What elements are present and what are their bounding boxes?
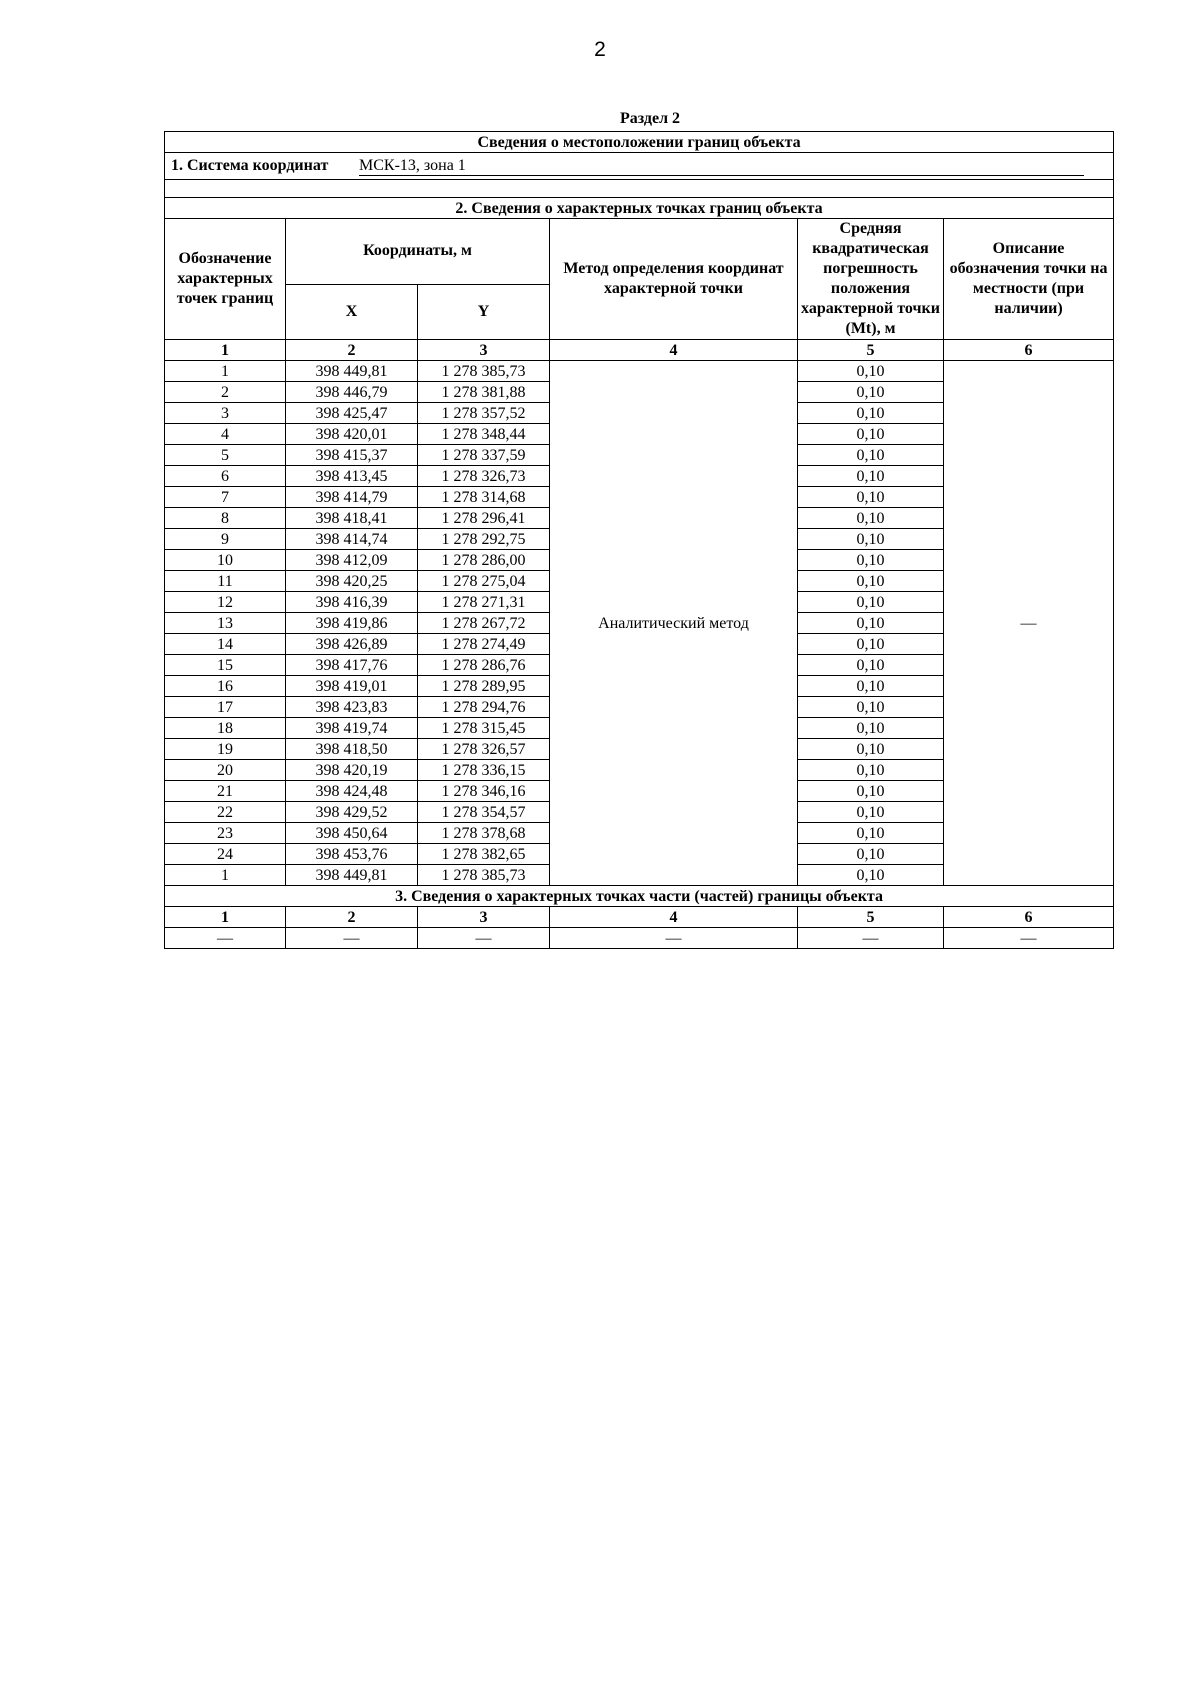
- point-y: 1 278 271,31: [418, 592, 550, 613]
- point-accuracy: 0,10: [798, 781, 944, 802]
- point-accuracy: 0,10: [798, 592, 944, 613]
- parts-column-number-1: 1: [165, 907, 286, 928]
- point-number: 6: [165, 466, 286, 487]
- point-accuracy: 0,10: [798, 802, 944, 823]
- point-y: 1 278 326,73: [418, 466, 550, 487]
- point-accuracy: 0,10: [798, 718, 944, 739]
- point-number: 2: [165, 382, 286, 403]
- point-x: 398 419,86: [286, 613, 418, 634]
- point-x: 398 420,25: [286, 571, 418, 592]
- point-accuracy: 0,10: [798, 424, 944, 445]
- point-x: 398 415,37: [286, 445, 418, 466]
- point-number: 20: [165, 760, 286, 781]
- point-y: 1 278 337,59: [418, 445, 550, 466]
- point-accuracy: 0,10: [798, 697, 944, 718]
- header-method: Метод определения координат характерной точки: [550, 219, 798, 340]
- point-accuracy: 0,10: [798, 403, 944, 424]
- point-y: 1 278 274,49: [418, 634, 550, 655]
- parts-cell: —: [418, 928, 550, 949]
- point-number: 12: [165, 592, 286, 613]
- point-number: 9: [165, 529, 286, 550]
- point-x: 398 446,79: [286, 382, 418, 403]
- point-number: 22: [165, 802, 286, 823]
- point-number: 4: [165, 424, 286, 445]
- point-number: 1: [165, 865, 286, 886]
- point-accuracy: 0,10: [798, 865, 944, 886]
- point-y: 1 278 326,57: [418, 739, 550, 760]
- point-accuracy: 0,10: [798, 445, 944, 466]
- point-x: 398 449,81: [286, 361, 418, 382]
- point-x: 398 426,89: [286, 634, 418, 655]
- point-x: 398 418,50: [286, 739, 418, 760]
- parts-column-number-4: 4: [550, 907, 798, 928]
- point-accuracy: 0,10: [798, 823, 944, 844]
- point-x: 398 420,19: [286, 760, 418, 781]
- point-x: 398 424,48: [286, 781, 418, 802]
- parts-cell: —: [798, 928, 944, 949]
- point-accuracy: 0,10: [798, 382, 944, 403]
- spacer-row: [165, 180, 1114, 198]
- point-accuracy: 0,10: [798, 844, 944, 865]
- point-x: 398 414,74: [286, 529, 418, 550]
- point-y: 1 278 289,95: [418, 676, 550, 697]
- point-y: 1 278 286,00: [418, 550, 550, 571]
- point-y: 1 278 381,88: [418, 382, 550, 403]
- parts-column-numbers-row: [165, 907, 1114, 928]
- point-x: 398 416,39: [286, 592, 418, 613]
- point-y: 1 278 286,76: [418, 655, 550, 676]
- point-number: 24: [165, 844, 286, 865]
- parts-section-title: 3. Сведения о характерных точках части (частей) границы объекта: [165, 886, 1114, 907]
- point-number: 21: [165, 781, 286, 802]
- column-number-2: 2: [286, 340, 418, 361]
- point-x: 398 429,52: [286, 802, 418, 823]
- point-x: 398 450,64: [286, 823, 418, 844]
- point-accuracy: 0,10: [798, 676, 944, 697]
- header-y: Y: [418, 284, 550, 339]
- page-number: 2: [594, 38, 606, 61]
- point-x: 398 453,76: [286, 844, 418, 865]
- header-x: X: [286, 284, 418, 339]
- parts-cell: —: [550, 928, 798, 949]
- point-y: 1 278 314,68: [418, 487, 550, 508]
- point-y: 1 278 378,68: [418, 823, 550, 844]
- parts-cell: —: [165, 928, 286, 949]
- point-number: 19: [165, 739, 286, 760]
- point-accuracy: 0,10: [798, 739, 944, 760]
- point-x: 398 417,76: [286, 655, 418, 676]
- point-y: 1 278 357,52: [418, 403, 550, 424]
- column-number-5: 5: [798, 340, 944, 361]
- point-y: 1 278 267,72: [418, 613, 550, 634]
- header-designation: Обозначение характерных точек границ: [165, 219, 286, 340]
- point-y: 1 278 354,57: [418, 802, 550, 823]
- parts-column-number-2: 2: [286, 907, 418, 928]
- point-y: 1 278 348,44: [418, 424, 550, 445]
- point-x: 398 414,79: [286, 487, 418, 508]
- point-x: 398 420,01: [286, 424, 418, 445]
- point-number: 7: [165, 487, 286, 508]
- column-numbers-row: [165, 340, 1114, 361]
- point-number: 5: [165, 445, 286, 466]
- point-x: 398 413,45: [286, 466, 418, 487]
- points-section-title: 2. Сведения о характерных точках границ объекта: [165, 198, 1114, 219]
- point-number: 23: [165, 823, 286, 844]
- method-cell: Аналитический метод: [550, 361, 798, 886]
- point-accuracy: 0,10: [798, 361, 944, 382]
- point-number: 14: [165, 634, 286, 655]
- point-accuracy: 0,10: [798, 508, 944, 529]
- point-x: 398 419,74: [286, 718, 418, 739]
- header-coordinates: Координаты, м: [286, 219, 550, 285]
- point-y: 1 278 296,41: [418, 508, 550, 529]
- column-number-4: 4: [550, 340, 798, 361]
- header-accuracy: Средняя квадратическая погрешность положения характерной точки (Mt), м: [798, 219, 944, 340]
- column-number-6: 6: [944, 340, 1114, 361]
- point-number: 18: [165, 718, 286, 739]
- point-x: 398 418,41: [286, 508, 418, 529]
- point-x: 398 412,09: [286, 550, 418, 571]
- point-accuracy: 0,10: [798, 655, 944, 676]
- point-x: 398 419,01: [286, 676, 418, 697]
- point-number: 8: [165, 508, 286, 529]
- point-x: 398 425,47: [286, 403, 418, 424]
- point-accuracy: 0,10: [798, 529, 944, 550]
- point-number: 13: [165, 613, 286, 634]
- parts-column-number-3: 3: [418, 907, 550, 928]
- point-accuracy: 0,10: [798, 550, 944, 571]
- point-x: 398 423,83: [286, 697, 418, 718]
- point-y: 1 278 382,65: [418, 844, 550, 865]
- parts-column-number-5: 5: [798, 907, 944, 928]
- point-number: 3: [165, 403, 286, 424]
- point-y: 1 278 294,76: [418, 697, 550, 718]
- point-y: 1 278 336,15: [418, 760, 550, 781]
- parts-column-number-6: 6: [944, 907, 1114, 928]
- point-number: 10: [165, 550, 286, 571]
- section-title: Раздел 2: [619, 110, 681, 127]
- column-number-1: 1: [165, 340, 286, 361]
- coordinate-system-row: [165, 153, 1114, 180]
- table-row: [165, 361, 1114, 382]
- point-y: 1 278 385,73: [418, 865, 550, 886]
- description-cell: —: [944, 361, 1114, 886]
- point-number: 15: [165, 655, 286, 676]
- point-y: 1 278 275,04: [418, 571, 550, 592]
- point-number: 11: [165, 571, 286, 592]
- parts-row: [165, 928, 1114, 949]
- point-accuracy: 0,10: [798, 571, 944, 592]
- point-accuracy: 0,10: [798, 466, 944, 487]
- column-number-3: 3: [418, 340, 550, 361]
- parts-cell: —: [286, 928, 418, 949]
- point-accuracy: 0,10: [798, 634, 944, 655]
- point-x: 398 449,81: [286, 865, 418, 886]
- point-number: 16: [165, 676, 286, 697]
- point-y: 1 278 385,73: [418, 361, 550, 382]
- point-accuracy: 0,10: [798, 613, 944, 634]
- point-y: 1 278 346,16: [418, 781, 550, 802]
- point-y: 1 278 292,75: [418, 529, 550, 550]
- point-number: 1: [165, 361, 286, 382]
- point-accuracy: 0,10: [798, 487, 944, 508]
- point-y: 1 278 315,45: [418, 718, 550, 739]
- header-description: Описание обозначения точки на местности (при наличии): [944, 219, 1114, 340]
- point-accuracy: 0,10: [798, 760, 944, 781]
- point-number: 17: [165, 697, 286, 718]
- table-title: Сведения о местоположении границ объекта: [165, 132, 1114, 153]
- parts-cell: —: [944, 928, 1114, 949]
- boundary-table: [164, 131, 1114, 949]
- coordinate-system-value: МСК-13, зона 1: [359, 156, 1084, 176]
- coordinate-system-label: 1. Система координат: [171, 157, 329, 174]
